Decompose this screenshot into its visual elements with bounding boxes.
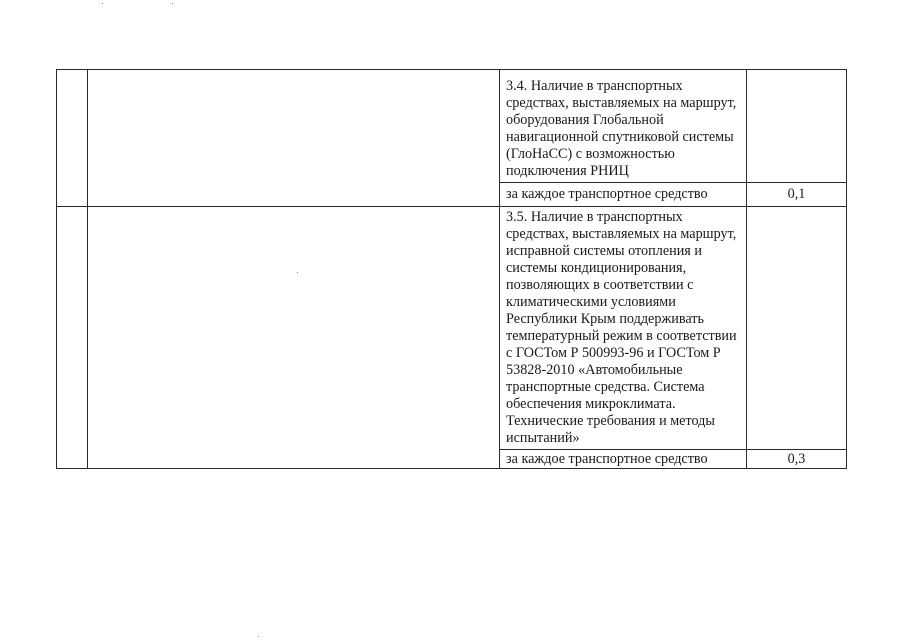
number-cell xyxy=(57,70,88,207)
indicator-3-5-score: 0,3 xyxy=(787,450,806,467)
score-cell xyxy=(747,450,847,469)
indicator-3-5-text: 3.5. Наличие в транспортных средствах, выставляемых на маршрут, исправной системы отопления и системы кондиционирования, позволяющих в соответствии с климатическими условиями Республики Крым поддерживать температурный режим в соответствии с ГОСТом Р 500993-96 и ГОСТом Р 53828-2010 «Автомобильные транспортные средства. Система обеспечения микроклимата. Технические требования и методы испытаний» xyxy=(506,209,737,446)
unit-cell xyxy=(500,450,747,469)
table-row xyxy=(57,70,847,183)
score-cell-empty xyxy=(747,70,847,183)
criteria-table xyxy=(56,69,847,469)
score-cell-empty xyxy=(747,207,847,450)
unit-cell xyxy=(500,183,747,207)
score-cell xyxy=(747,183,847,207)
scan-speck xyxy=(172,3,173,4)
criterion-cell xyxy=(88,207,500,469)
indicator-3-4-unit: за каждое транспортное средство xyxy=(506,186,708,202)
indicator-3-4-score: 0,1 xyxy=(787,186,806,202)
indicator-3-4-text: 3.4. Наличие в транспортных средствах, выставляемых на маршрут, оборудования Глобальной навигационной спутниковой системы (ГлоНаСС) с возможностью подключения РНИЦ xyxy=(506,78,737,179)
scan-speck xyxy=(258,636,259,637)
indicator-description-cell xyxy=(500,70,747,183)
indicator-description-cell xyxy=(500,207,747,450)
criterion-cell xyxy=(88,70,500,207)
scan-speck xyxy=(102,3,103,4)
table-row xyxy=(57,207,847,450)
number-cell xyxy=(57,207,88,469)
indicator-3-5-unit: за каждое транспортное средство xyxy=(506,451,708,467)
